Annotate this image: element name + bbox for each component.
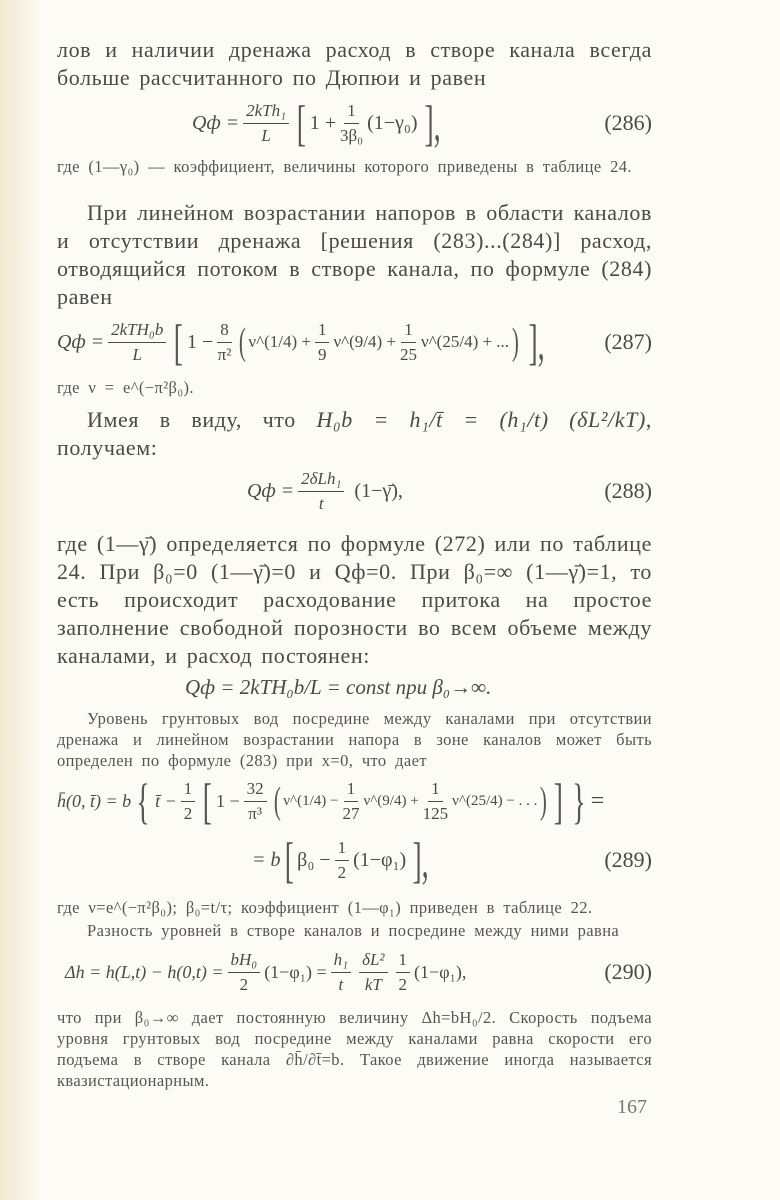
eq288-tail: (1−γ̄), [354, 479, 403, 502]
eq289-line2-beta: β₀ − [297, 848, 331, 871]
eq289-coef-num: 32 [244, 777, 267, 802]
eq289-frac3-den: 125 [422, 803, 449, 823]
eq290-frac3-num: δL² [359, 948, 387, 973]
equation-290 [57, 941, 652, 1003]
eq289-coef [244, 777, 267, 826]
eq287-denominator: L [132, 344, 142, 364]
equation-286 [57, 92, 652, 154]
eq288-fraction [298, 467, 344, 516]
eq287-lhs: Qф = [57, 330, 105, 353]
eq289-half-den: 2 [183, 803, 193, 823]
eq286-numerator: 2kTh₁ [243, 99, 289, 124]
eq289-frac3-num: 1 [428, 777, 443, 802]
eq289-brace-close: } [572, 773, 586, 829]
paragraph-9: Разность уровней в створе каналов и посредине между ними равна [87, 921, 620, 940]
eq289-one-minus: 1 − [215, 790, 240, 811]
eq287-frac-3 [400, 318, 417, 367]
equation-const [57, 670, 652, 704]
equation-number-290: (290) [604, 959, 652, 984]
eq287-paren-close: ) [511, 321, 519, 363]
eq287-paren-open: ( [238, 321, 246, 363]
eq288-denominator: t [318, 493, 324, 513]
eq286-inner-numerator: 1 [344, 99, 359, 124]
eq289-frac2-num: 1 [344, 777, 359, 802]
eq289-line2-half-num: 1 [335, 836, 350, 861]
eq289-brace-open: { [136, 773, 150, 829]
equation-289-line-1 [57, 771, 652, 831]
eq290-frac-1 [228, 948, 261, 997]
eq286-inner-denominator: 3β₀ [340, 125, 364, 145]
eq288-lhs: Qф = [247, 479, 295, 502]
eq289-equals: = [590, 787, 605, 814]
eq287-fraction [108, 318, 166, 367]
eq287-coef-fraction [217, 318, 232, 367]
eq288-numerator: 2δLh₁ [298, 467, 344, 492]
eq289-frac2-den: 27 [342, 803, 360, 823]
eq289-term-3: ν^(25/4) − . . . [452, 792, 538, 809]
eq287-bracket-close: ], [528, 314, 545, 370]
eq286-bracket-open: [ [296, 95, 306, 151]
paragraph-6: где (1—γ̄) определяется по формуле (272) или по таблице 24. При β₀=0 (1—γ̄)=0 и Qф=0. При β₀=∞ (1—γ̄)=1, то есть происходит расходование притока на простое заполнение свободной порозности во всем объеме между каналами, и расход постоянен: [57, 531, 652, 668]
eq289-line2-bracket-open: [ [284, 832, 294, 888]
eq287-frac3-den: 25 [400, 344, 418, 364]
eq289-paren-close: ) [540, 780, 548, 822]
page-binding-edge [0, 0, 40, 1200]
eq289-line2-half [335, 836, 350, 885]
eq289-line2-bracket-close: ], [412, 832, 429, 888]
paragraph-8: где ν=e^(−π²β₀); β₀=t/τ; коэффициент (1—φ₁) приведен в таблице 22. [57, 898, 593, 917]
paragraph-10: что при β₀→∞ дает постоянную величину Δh=bH₀/2. Скорость подъема уровня грунтовых вод посредине между каналами равна скорости его подъема в створе канала ∂h̄/∂t̄=b. Такое движение иногда называется квазистационарным. [57, 1008, 652, 1090]
eq290-frac2-num: h₁ [331, 948, 351, 973]
paragraph-3: При линейном возрастании напоров в области каналов и отсутствии дренажа [решения (283)...(284)] расход, отводящийся потоком в створе канала, по формуле (284) равен [57, 200, 652, 309]
eq290-mid: (1−φ₁) = [264, 961, 327, 982]
eq287-frac-2 [315, 318, 330, 367]
eq290-frac-3 [359, 948, 387, 997]
eq289-frac-3 [423, 777, 449, 826]
eq287-numerator: 2kTH₀b [108, 318, 166, 343]
eq287-term-3: ν^(25/4) + ... [421, 332, 510, 351]
eq289-bracket-close: ] [553, 773, 563, 829]
eq290-frac1-num: bH₀ [228, 948, 261, 973]
equation-number-288: (288) [604, 478, 652, 503]
eq290-frac3-den: kT [364, 974, 382, 994]
equation-number-289: (289) [604, 847, 652, 872]
eq289-term-2: ν^(9/4) + [363, 792, 419, 809]
eq289-lhs: h̄(0, t̄) = b [57, 790, 132, 811]
eq286-one-plus: 1 + [309, 111, 336, 134]
eq287-bracket-open: [ [174, 314, 184, 370]
eq289-half [181, 777, 196, 826]
eq289-paren-open: ( [273, 780, 281, 822]
eq289-bracket-open: [ [203, 773, 213, 829]
eq286-tail: (1−γ₀) [367, 111, 418, 134]
eq287-term-2: ν^(9/4) + [333, 332, 397, 351]
eq290-frac4-num: 1 [396, 948, 411, 973]
paragraph-1: лов и наличии дренажа расход в створе канала всегда больше рассчитанного по Дюпюи и равен [57, 37, 652, 90]
equation-287 [57, 311, 652, 373]
eq289-coef-den: π³ [248, 803, 262, 823]
eq290-frac2-den: t [338, 974, 344, 994]
equation-number-286: (286) [604, 110, 652, 135]
eq287-frac3-num: 1 [401, 318, 416, 343]
eq287-one-minus: 1 − [186, 330, 214, 353]
eq-const-text: Qф = 2kTH₀b/L = const при β₀→∞. [185, 674, 492, 699]
eq287-frac2-num: 1 [315, 318, 330, 343]
eq289-t-bar: t̄ − [155, 790, 177, 811]
eq289-term-1: ν^(1/4) − [283, 792, 339, 809]
eq287-coef-numerator: 8 [217, 318, 232, 343]
equation-288 [57, 462, 652, 520]
eq290-frac-2 [331, 948, 351, 997]
eq290-frac4-den: 2 [398, 974, 408, 994]
eq289-line2-half-den: 2 [337, 862, 347, 882]
paragraph-4: где ν = e^(−π²β₀). [57, 378, 194, 397]
eq286-inner-fraction [340, 99, 363, 148]
eq290-lhs: Δh = h(L,t) − h(0,t) = [65, 961, 224, 982]
paragraph-2: где (1—γ₀) — коэффициент, величины которого приведены в таблице 24. [57, 157, 632, 176]
equation-289-line-2 [57, 831, 652, 889]
eq286-fraction [243, 99, 289, 148]
eq286-lhs: Qф = [192, 111, 240, 134]
eq289-half-num: 1 [181, 777, 196, 802]
eq286-bracket-close: ], [424, 95, 441, 151]
eq289-line2-lhs: = b [252, 848, 281, 871]
eq287-coef-denominator: π² [217, 344, 232, 364]
eq286-denominator: L [261, 125, 271, 145]
p5-suffix: , получаем: [57, 407, 652, 460]
page-content [57, 36, 652, 1091]
paragraph-7: Уровень грунтовых вод посредине между каналами при отсутствии дренажа и линейном возрастании напора в зоне каналов может быть определен по формуле (283) при x=0, что дает [57, 709, 652, 770]
eq290-frac1-den: 2 [239, 974, 249, 994]
p5-math: H₀b = h₁/t̄ = (h₁/t) (δL²/kT) [316, 407, 646, 432]
eq289-line2-tail: (1−φ₁) [353, 848, 407, 871]
p5-prefix: Имея в виду, что [87, 407, 296, 432]
page-number: 167 [617, 1096, 647, 1118]
eq289-frac-2 [342, 777, 359, 826]
eq290-tail: (1−φ₁), [414, 961, 467, 982]
eq287-frac2-den: 9 [317, 344, 327, 364]
equation-number-287: (287) [604, 329, 652, 354]
eq287-term-1: ν^(1/4) + [248, 332, 311, 351]
eq290-frac-4 [396, 948, 411, 997]
paragraph-5 [57, 406, 652, 462]
